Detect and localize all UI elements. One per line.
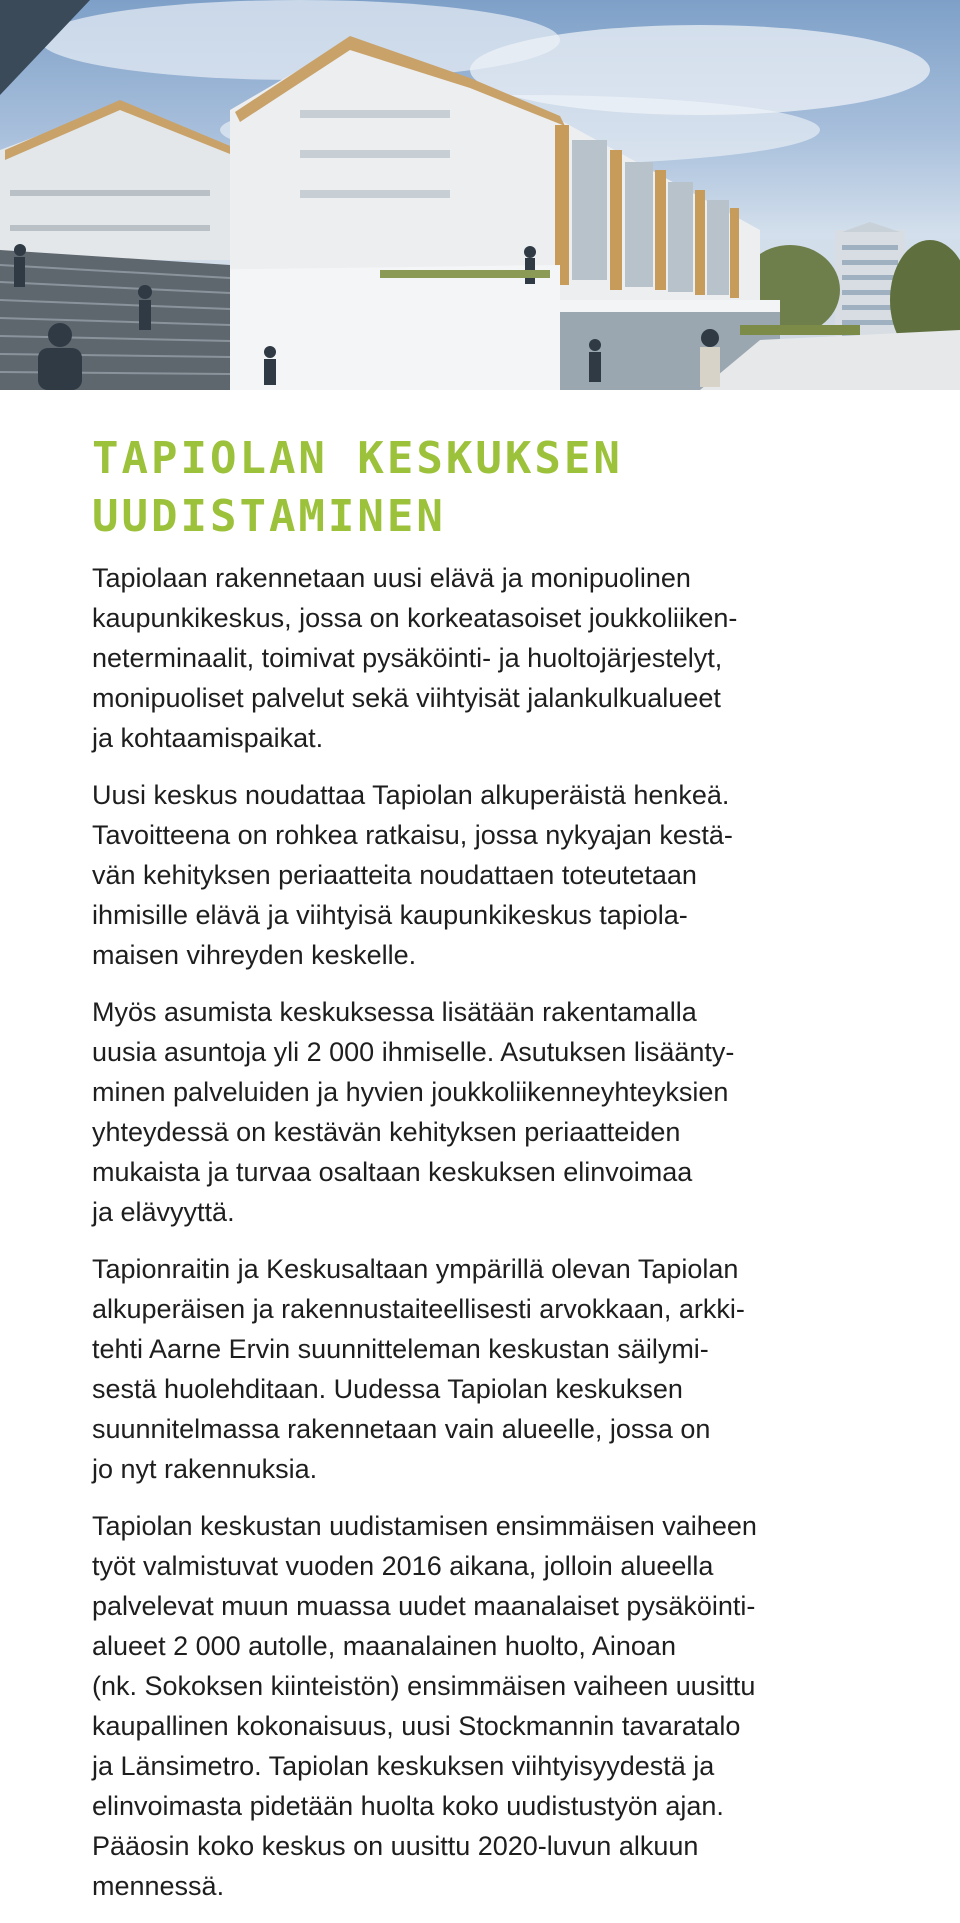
hero-image (0, 0, 960, 390)
paragraph: Tapiolaan rakennetaan uusi elävä ja monipuolinen kaupunkikeskus, jossa on korkeatasoiset joukkoliiken- neterminaalit, toimivat pysäköinti- ja huoltojärjestelyt, monipuoliset palvelut sekä viihtyisät jalankulkualueet ja kohtaamispaikat. (92, 563, 738, 753)
page-title: TAPIOLAN KESKUKSEN UUDISTAMINEN (92, 433, 623, 542)
paragraph: Tapionraitin ja Keskusaltaan ympärillä olevan Tapiolan alkuperäisen ja rakennustaiteellisesti arvokkaan, arkki- tehti Aarne Ervin suunnitteleman keskustan säilymi- sestä huolehditaan. Uudessa Tapiolan keskuksen suunnitelmassa rakennetaan vain alueelle, jossa on jo nyt rakennuksia. (92, 1254, 745, 1484)
architectural-rendering (0, 0, 960, 390)
paragraph: Tapiolan keskustan uudistamisen ensimmäisen vaiheen työt valmistuvat vuoden 2016 aikana, jolloin alueella palvelevat muun muassa uudet maanalaiset pysäköinti- alueet 2 000 autolle, maanalainen huolto, Ainoan (nk. Sokoksen kiinteistön) ensimmäisen vaiheen uusittu kaupallinen kokonaisuus, uusi Stockmannin tavaratalo ja Länsimetro. Tapiolan keskuksen viihtyisyydestä ja elinvoimasta pidetään huolta koko uudistustyön ajan. Pääosin koko keskus on uusittu 2020-luvun alkuun mennessä. (92, 1511, 757, 1901)
body-text (92, 558, 872, 1906)
article (92, 430, 872, 1923)
paragraph: Uusi keskus noudattaa Tapiolan alkuperäistä henkeä. Tavoitteena on rohkea ratkaisu, jossa nykyajan kestä- vän kehityksen periaatteita noudattaen toteutetaan ihmisille elävä ja viihtyisä kaupunkikeskus tapiola- maisen vihreyden keskelle. (92, 780, 733, 970)
paragraph: Myös asumista keskuksessa lisätään rakentamalla uusia asuntoja yli 2 000 ihmiselle. Asutuksen lisäänty- minen palveluiden ja hyvien joukkoliikenneyhteyksien yhteydessä on kestävän kehityksen periaatteiden mukaista ja turvaa osaltaan keskuksen elinvoimaa ja elävyyttä. (92, 997, 735, 1227)
